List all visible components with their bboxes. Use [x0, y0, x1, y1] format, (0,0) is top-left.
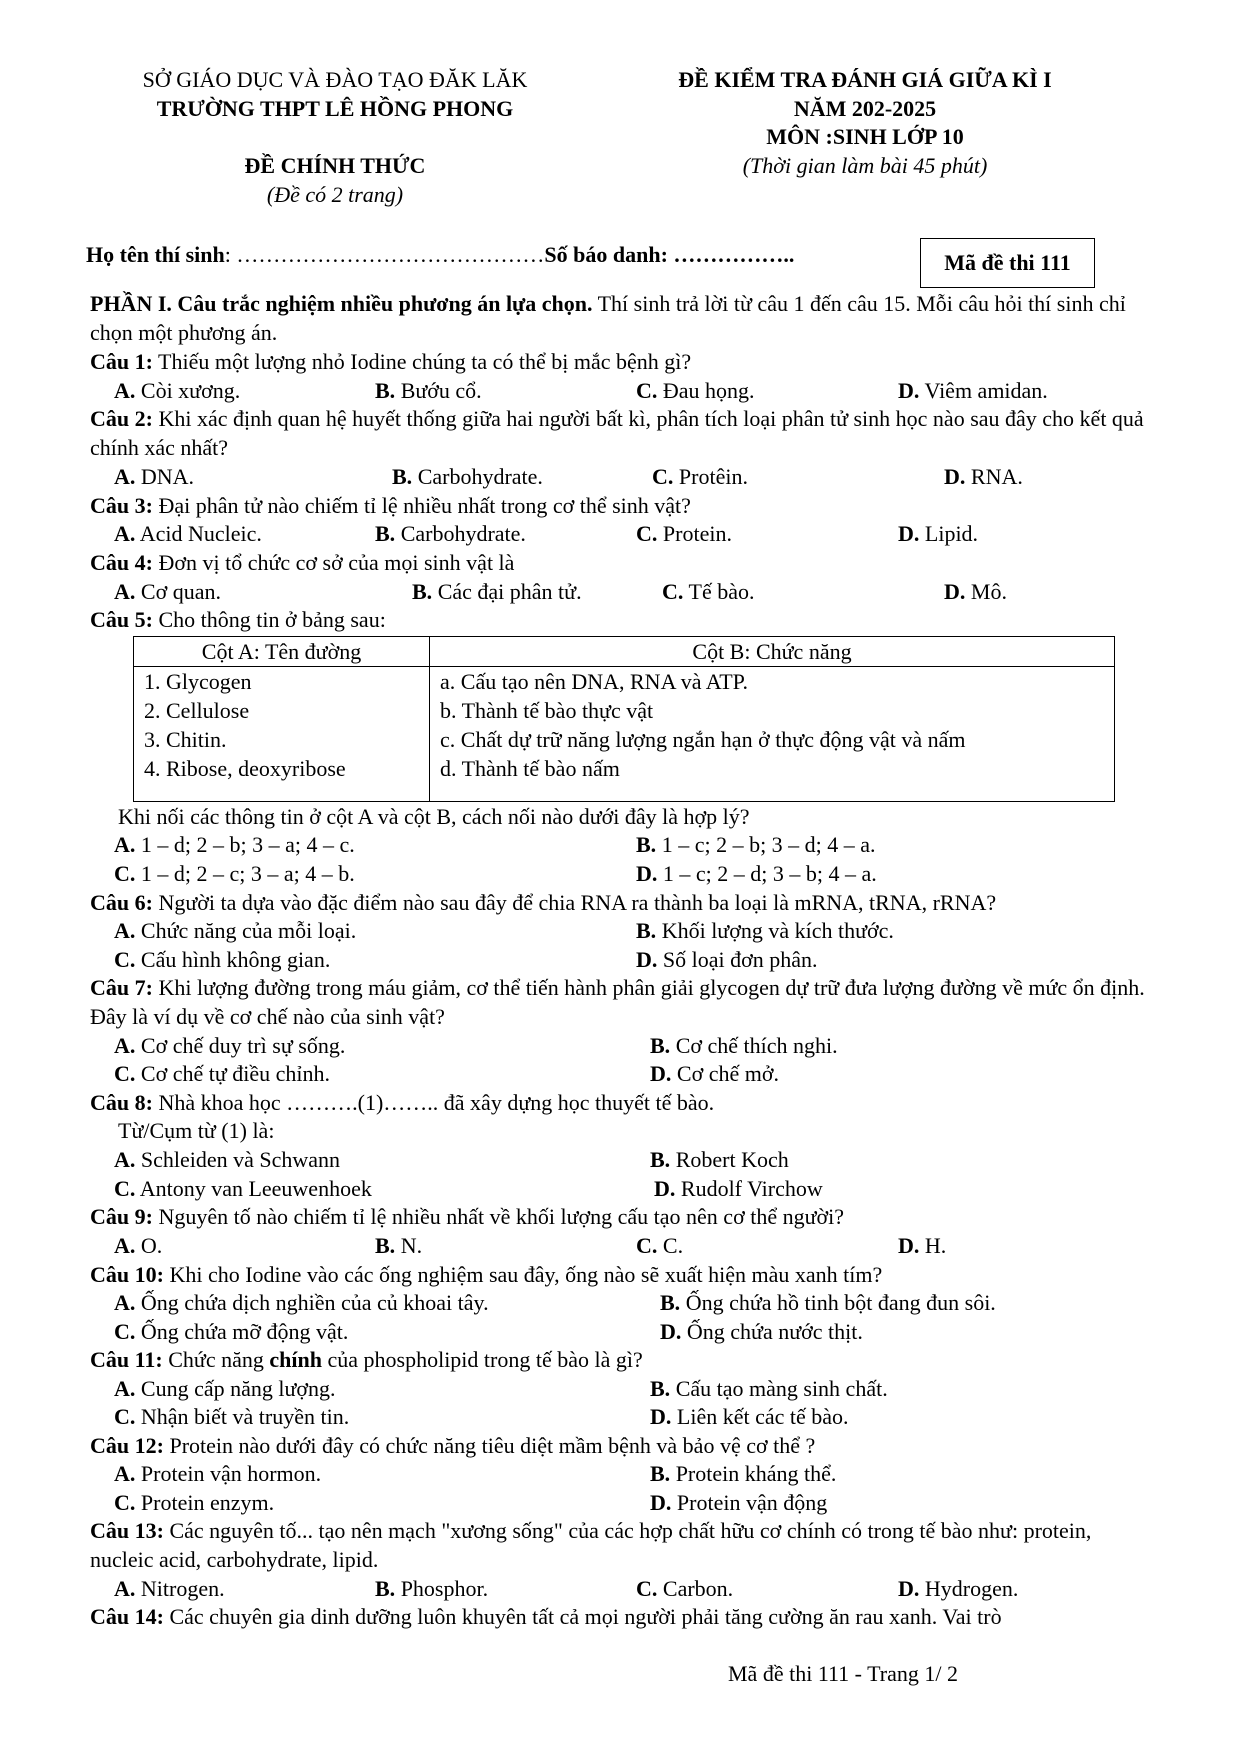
- question-8: [90, 1089, 1160, 1118]
- question-label: Câu 2:: [90, 406, 153, 431]
- question-label: Câu 11:: [90, 1347, 163, 1372]
- department-name: SỞ GIÁO DỤC VÀ ĐÀO TẠO ĐĂK LĂK: [142, 67, 528, 92]
- question-text: Các chuyên gia dinh dưỡng luôn khuyên tất cả mọi người phải tăng cường ăn rau xanh. Vai trò: [163, 1604, 1002, 1629]
- q10-option-a: A. Ống chứa dịch nghiền của củ khoai tây.: [114, 1290, 489, 1315]
- question-text: Đơn vị tổ chức cơ sở của mọi sinh vật là: [152, 550, 515, 575]
- q12-option-b: B. Protein kháng thể.: [650, 1461, 837, 1486]
- page-footer: Mã đề thi 111 - Trang 1/ 2: [728, 1661, 958, 1686]
- table-col-a: 1. Glycogen 2. Cellulose 3. Chitin. 4. Ribose, deoxyribose: [134, 667, 430, 802]
- question-1: [90, 348, 1160, 377]
- q9-option-c: C. C.: [636, 1233, 684, 1258]
- question-label: Câu 1:: [90, 349, 153, 374]
- q13-option-c: C. Carbon.: [636, 1576, 734, 1601]
- question-label: Câu 7:: [90, 975, 153, 1000]
- question-text: Thiếu một lượng nhỏ Iodine chúng ta có thể bị mắc bệnh gì?: [152, 349, 692, 374]
- q11-option-d: D. Liên kết các tế bào.: [650, 1404, 849, 1429]
- q8-option-c: C. Antony van Leeuwenhoek: [114, 1176, 372, 1201]
- q8-option-d: D. Rudolf Virchow: [654, 1176, 823, 1201]
- q6-option-b: B. Khối lượng và kích thước.: [636, 918, 894, 943]
- part1-instruction: Thí sinh trả lời từ câu 1 đến câu 15. Mỗi câu hỏi thí sinh chỉ chọn một phương án.: [90, 291, 1126, 345]
- question-7: [90, 974, 1160, 1031]
- pages-note: (Đề có 2 trang): [266, 182, 404, 207]
- q2-option-c: C. Protêin.: [652, 464, 748, 489]
- question-5: [90, 606, 1160, 635]
- q1-option-c: C. Đau họng.: [636, 378, 755, 403]
- part1-heading: [90, 290, 1160, 347]
- name-dots: : ……………………………………: [224, 242, 545, 267]
- q9-option-a: A. O.: [114, 1233, 163, 1258]
- question-label: Câu 3:: [90, 493, 153, 518]
- time-note: (Thời gian làm bài 45 phút): [742, 153, 988, 178]
- q6-option-a: A. Chức năng của mỗi loại.: [114, 918, 357, 943]
- question-text: Khi cho Iodine vào các ống nghiệm sau đây, ống nào sẽ xuất hiện màu xanh tím?: [163, 1262, 883, 1287]
- q6-option-d: D. Số loại đơn phân.: [636, 947, 818, 972]
- q5-option-a: A. 1 – d; 2 – b; 3 – a; 4 – c.: [114, 832, 355, 857]
- question-label: Câu 13:: [90, 1518, 164, 1543]
- name-label: Họ tên thí sinh: [86, 242, 225, 267]
- question-13: [90, 1517, 1160, 1574]
- sugar-function-table: [133, 636, 1115, 802]
- question-11: Câu 11: Chức năng chính của phospholipid trong tế bào là gì?: [90, 1347, 643, 1372]
- question-label: Câu 4:: [90, 550, 153, 575]
- question-label: Câu 10:: [90, 1262, 164, 1287]
- exam-code-box: [920, 238, 1095, 288]
- q4-option-c: C. Tế bào.: [662, 579, 755, 604]
- question-6: [90, 889, 1160, 918]
- q10-option-d: D. Ống chứa nước thịt.: [660, 1319, 863, 1344]
- exam-subject: MÔN :SINH LỚP 10: [766, 124, 964, 149]
- q8-option-b: B. Robert Koch: [650, 1147, 789, 1172]
- question-label: Câu 8:: [90, 1090, 153, 1115]
- question-label: Câu 6:: [90, 890, 153, 915]
- question-12: [90, 1432, 1160, 1461]
- table-col-b: a. Cấu tạo nên DNA, RNA và ATP. b. Thành tế bào thực vật c. Chất dự trữ năng lượng ngắn hạn ở thực động vật và nấm d. Thành tế bào nấm: [430, 667, 1115, 802]
- question-text: Người ta dựa vào đặc điểm nào sau đây để chia RNA ra thành ba loại là mRNA, tRNA, rRNA?: [152, 890, 997, 915]
- table-header-col-b: Cột B: Chức năng: [430, 637, 1115, 667]
- q13-option-b: B. Phosphor.: [375, 1576, 489, 1601]
- q7-option-a: A. Cơ chế duy trì sự sống.: [114, 1033, 346, 1058]
- q5-option-d: D. 1 – c; 2 – d; 3 – b; 4 – a.: [636, 861, 877, 886]
- question-9: [90, 1203, 1160, 1232]
- q12-option-a: A. Protein vận hormon.: [114, 1461, 322, 1486]
- question-text: Nguyên tố nào chiếm tỉ lệ nhiều nhất về khối lượng cấu tạo nên cơ thể người?: [152, 1204, 845, 1229]
- q7-option-c: C. Cơ chế tự điều chỉnh.: [114, 1061, 331, 1086]
- q5-option-c: C. 1 – d; 2 – c; 3 – a; 4 – b.: [114, 861, 355, 886]
- question-3: [90, 492, 1160, 521]
- q2-option-a: A. DNA.: [114, 464, 195, 489]
- q10-option-b: B. Ống chứa hồ tinh bột đang đun sôi.: [660, 1290, 996, 1315]
- question-label: Câu 9:: [90, 1204, 153, 1229]
- q11-option-a: A. Cung cấp năng lượng.: [114, 1376, 336, 1401]
- question-text: Protein nào dưới đây có chức năng tiêu diệt mầm bệnh và bảo vệ cơ thể ?: [163, 1433, 816, 1458]
- question-label: Câu 12:: [90, 1433, 164, 1458]
- school-name: TRƯỜNG THPT LÊ HỒNG PHONG: [156, 96, 514, 121]
- q13-option-d: D. Hydrogen.: [898, 1576, 1019, 1601]
- q3-option-b: B. Carbohydrate.: [375, 521, 526, 546]
- question-14: [90, 1603, 1160, 1632]
- q11-option-b: B. Cấu tạo màng sinh chất.: [650, 1376, 888, 1401]
- q2-option-d: D. RNA.: [944, 464, 1023, 489]
- q13-option-a: A. Nitrogen.: [114, 1576, 225, 1601]
- q7-option-d: D. Cơ chế mở.: [650, 1061, 779, 1086]
- q5-followup: Khi nối các thông tin ở cột A và cột B, cách nối nào dưới đây là hợp lý?: [118, 804, 750, 829]
- question-label: Câu 5:: [90, 607, 153, 632]
- exam-title: ĐỀ KIỂM TRA ĐÁNH GIÁ GIỮA KÌ I: [678, 67, 1052, 92]
- question-text: Các nguyên tố... tạo nên mạch "xương sống" của các hợp chất hữu cơ chính có trong tế bào như: protein, nucleic acid, carbohydrate, lipid.: [90, 1518, 1092, 1572]
- part1-title: PHẦN I. Câu trắc nghiệm nhiều phương án lựa chọn.: [90, 291, 593, 316]
- q10-option-c: C. Ống chứa mỡ động vật.: [114, 1319, 349, 1344]
- question-text: Nhà khoa học ……….(1)…….. đã xây dựng học thuyết tế bào.: [152, 1090, 715, 1115]
- q9-option-b: B. N.: [375, 1233, 423, 1258]
- student-info-line: [86, 241, 794, 268]
- q3-option-d: D. Lipid.: [898, 521, 979, 546]
- question-10: [90, 1261, 1160, 1290]
- q12-option-c: C. Protein enzym.: [114, 1490, 275, 1515]
- q1-option-d: D. Viêm amidan.: [898, 378, 1048, 403]
- q1-option-a: A. Còi xương.: [114, 378, 241, 403]
- question-2: [90, 405, 1160, 462]
- q9-option-d: D. H.: [898, 1233, 947, 1258]
- exam-code: Mã đề thi 111: [944, 250, 1071, 275]
- table-header-col-a: Cột A: Tên đường: [134, 637, 430, 667]
- exam-year: NĂM 202-2025: [793, 96, 937, 121]
- official-label: ĐỀ CHÍNH THỨC: [244, 153, 426, 178]
- q3-option-c: C. Protein.: [636, 521, 732, 546]
- q4-option-b: B. Các đại phân tử.: [412, 579, 582, 604]
- q2-option-b: B. Carbohydrate.: [392, 464, 543, 489]
- question-text: Khi xác định quan hệ huyết thống giữa hai người bất kì, phân tích loại phân tử sinh học nào sau đây cho kết quả chính xác nhất?: [90, 406, 1144, 460]
- q1-option-b: B. Bướu cổ.: [375, 378, 482, 403]
- question-text: Đại phân tử nào chiếm tỉ lệ nhiều nhất trong cơ thể sinh vật?: [152, 493, 691, 518]
- question-label: Câu 14:: [90, 1604, 164, 1629]
- q5-option-b: B. 1 – c; 2 – b; 3 – d; 4 – a.: [636, 832, 876, 857]
- q8-option-a: A. Schleiden và Schwann: [114, 1147, 341, 1172]
- question-text: Khi lượng đường trong máu giảm, cơ thể tiến hành phân giải glycogen dự trữ đưa lượng đường về mức ổn định. Đây là ví dụ về cơ chế nào của sinh vật?: [90, 975, 1145, 1029]
- q6-option-c: C. Cấu hình không gian.: [114, 947, 331, 972]
- q12-option-d: D. Protein vận động: [650, 1490, 828, 1515]
- sbd-label: Số báo danh: ……………..: [544, 242, 795, 267]
- q7-option-b: B. Cơ chế thích nghi.: [650, 1033, 838, 1058]
- question-text: Cho thông tin ở bảng sau:: [152, 607, 386, 632]
- q3-option-a: A. Acid Nucleic.: [114, 521, 262, 546]
- q11-option-c: C. Nhận biết và truyền tin.: [114, 1404, 350, 1429]
- q8-followup: Từ/Cụm từ (1) là:: [118, 1118, 275, 1143]
- question-4: [90, 549, 1160, 578]
- q4-option-a: A. Cơ quan.: [114, 579, 221, 604]
- q4-option-d: D. Mô.: [944, 579, 1007, 604]
